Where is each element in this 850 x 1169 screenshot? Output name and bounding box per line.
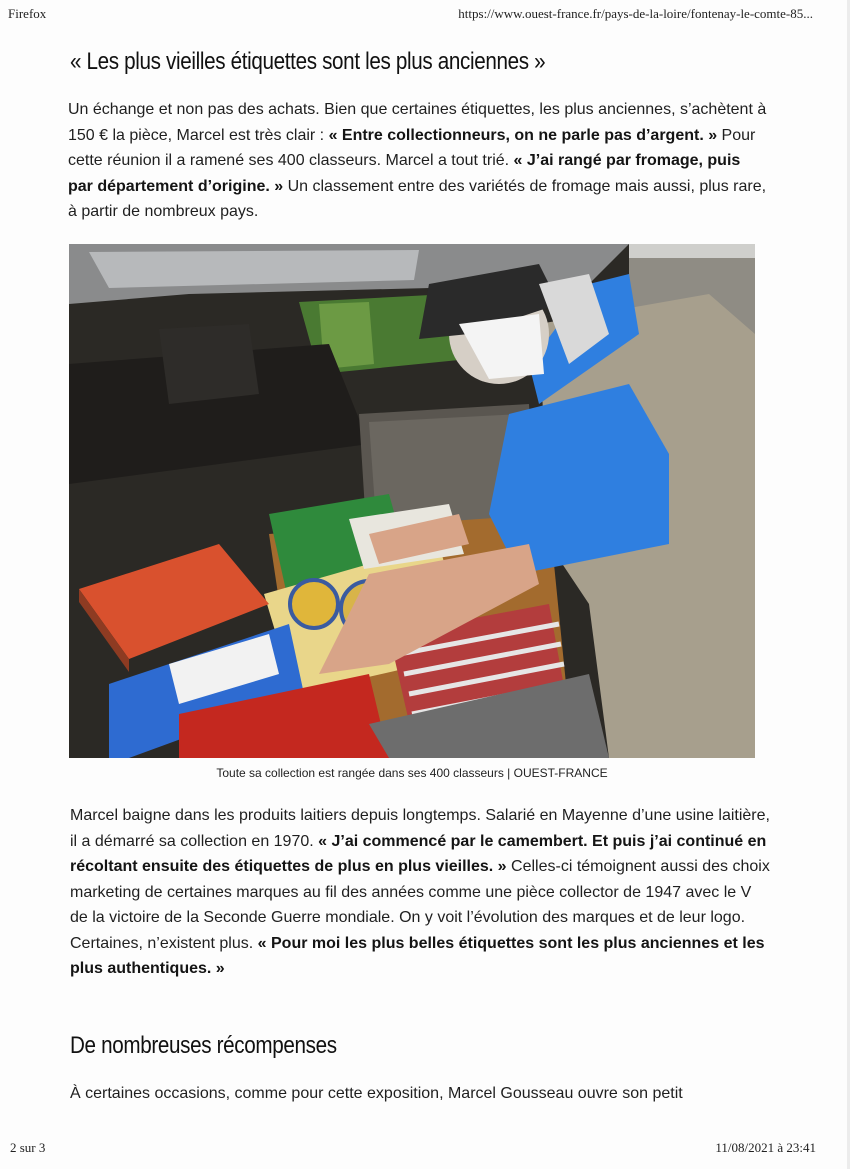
quote-run: « J’ai commencé par le camembert. Et puis j’ai continué en récoltant ensuite des étiquettes de plus en plus vieilles. » bbox=[70, 832, 767, 875]
article-paragraph-1 bbox=[68, 97, 768, 225]
text-run: Pour cette réunion il a ramené ses 400 classeurs. Marcel a tout trié. bbox=[68, 126, 756, 169]
browser-name: Firefox bbox=[8, 6, 47, 21]
text-run: Marcel baigne dans les produits laitiers depuis longtemps. Salarié en Mayenne d’une usine laitière, il a démarré sa collection en 1970. bbox=[70, 807, 770, 850]
text-run: Celles-ci témoignent aussi des choix marketing de certaines marques au fil des années comme une pièce collector de 1947 avec le V de la victoire de la Seconde Guerre mondiale. On y voit l’évolution des marques et de leur logo. Certaines, n’existent plus. bbox=[70, 858, 770, 952]
photo-collector-car-trunk bbox=[69, 244, 755, 758]
quote-run: « Pour moi les plus belles étiquettes sont les plus anciennes et les plus authentiques. » bbox=[70, 934, 765, 977]
section-heading-awards: De nombreuses récompenses bbox=[70, 1032, 337, 1059]
page-url[interactable]: https://www.ouest-france.fr/pays-de-la-loire/fontenay-le-comte-85... bbox=[458, 6, 813, 21]
article-paragraph-3 bbox=[70, 1081, 770, 1107]
article-photo bbox=[69, 244, 755, 758]
text-run: Un échange et non pas des achats. Bien que certaines étiquettes, les plus anciennes, s’achètent à 150 € la pièce, Marcel est très clair : bbox=[68, 101, 767, 144]
quote-run: « Entre collectionneurs, on ne parle pas d’argent. » bbox=[328, 126, 718, 144]
text-run: Un classement entre des variétés de fromage mais aussi, plus rare, à partir de nombreux pays. bbox=[68, 177, 767, 220]
page-number: 2 sur 3 bbox=[10, 1140, 46, 1155]
photo-caption: Toute sa collection est rangée dans ses 400 classeurs | OUEST-FRANCE bbox=[216, 766, 608, 780]
quote-run: « J’ai rangé par fromage, puis par département d’origine. » bbox=[68, 152, 741, 195]
print-timestamp: 11/08/2021 à 23:41 bbox=[715, 1140, 816, 1155]
print-header bbox=[0, 6, 850, 26]
article-paragraph-2 bbox=[70, 803, 770, 982]
section-heading-oldest-labels: « Les plus vieilles étiquettes sont les plus anciennes » bbox=[70, 48, 546, 75]
text-run: À certaines occasions, comme pour cette exposition, Marcel Gousseau ouvre son petit bbox=[70, 1085, 683, 1102]
